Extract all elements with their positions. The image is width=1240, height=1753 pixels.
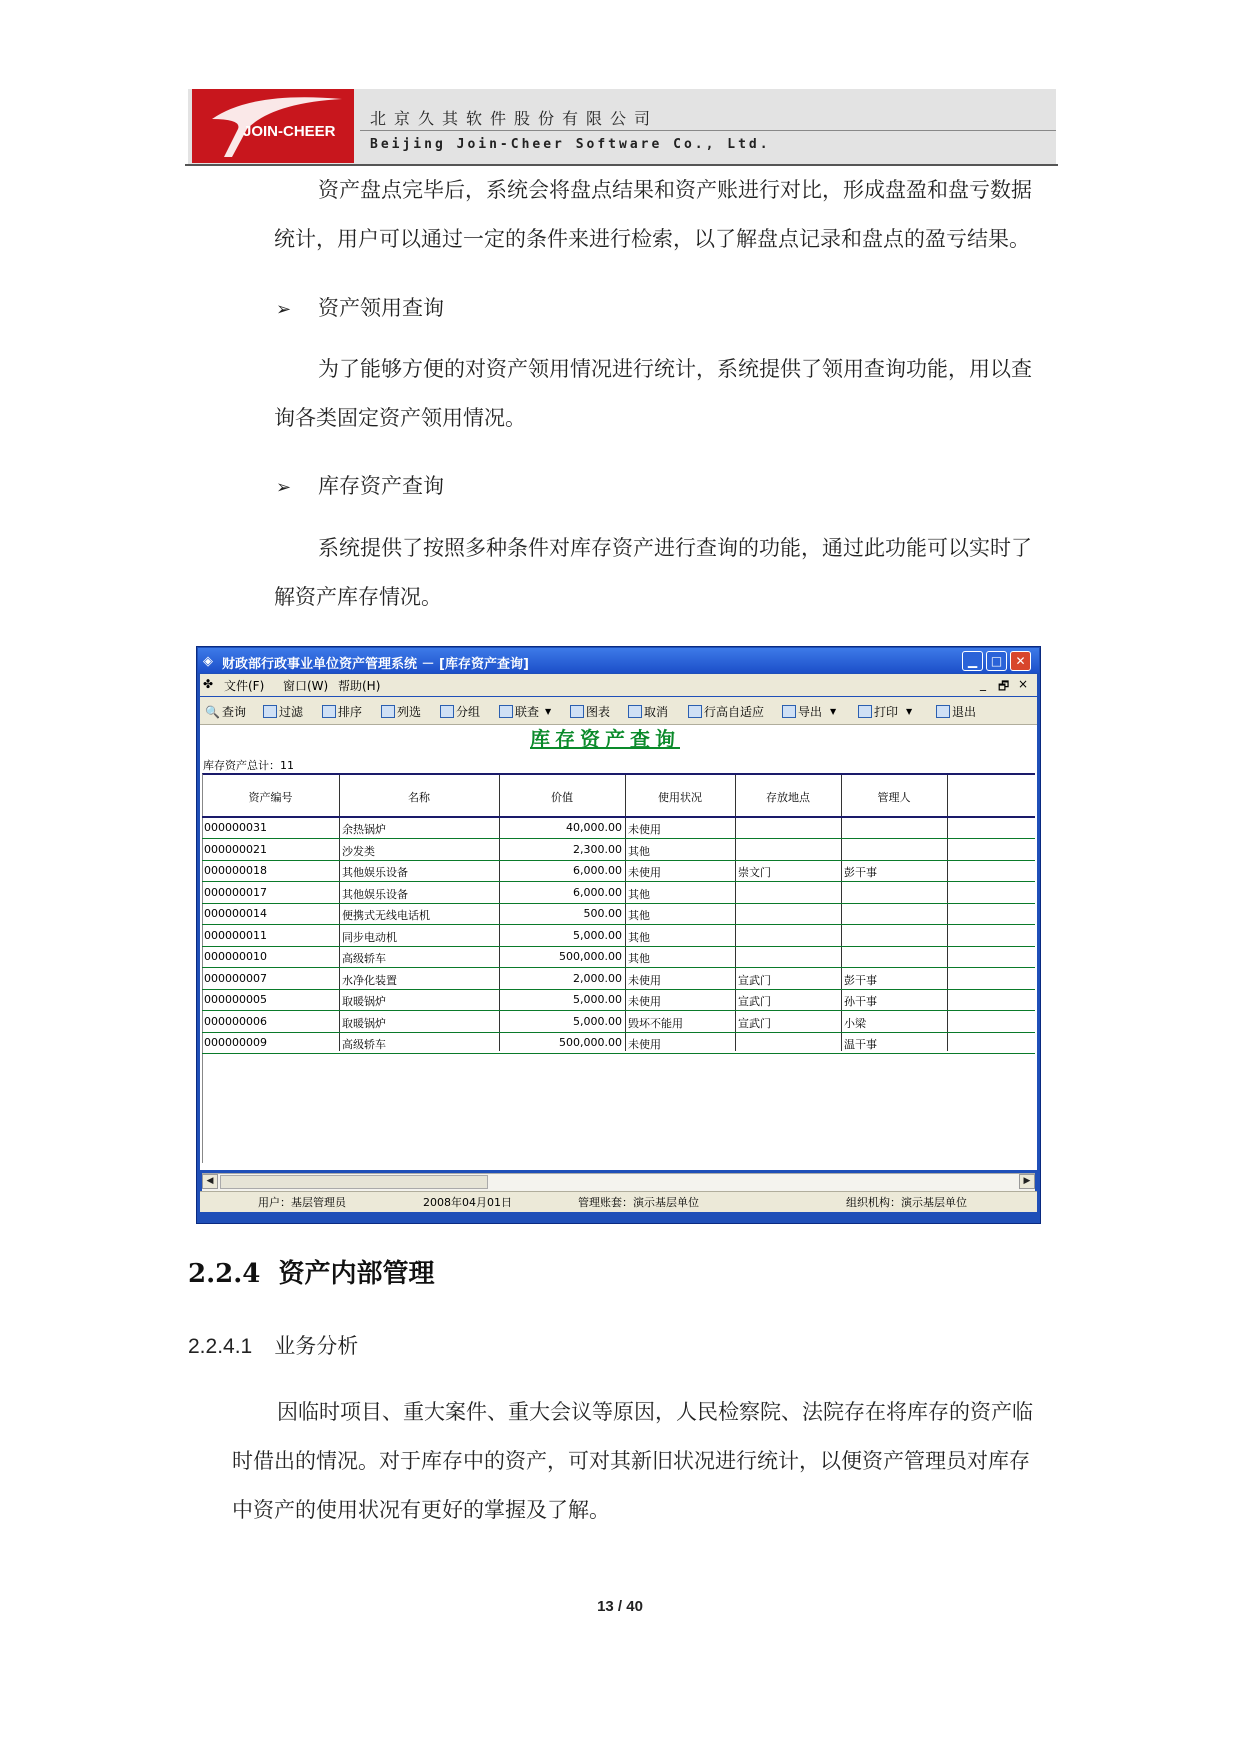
columns-icon: [381, 705, 395, 718]
menu-file[interactable]: 文件(F): [224, 679, 265, 693]
linked-query-icon: [499, 705, 513, 718]
maximize-button[interactable]: □: [986, 651, 1007, 671]
table-row[interactable]: [202, 818, 1035, 839]
table-row[interactable]: [202, 1033, 1035, 1054]
table-cell: 000000014: [204, 907, 267, 920]
scroll-thumb[interactable]: [220, 1175, 488, 1189]
table-cell: 高级轿车: [342, 1038, 386, 1051]
column-header[interactable]: 资产编号: [248, 791, 293, 804]
menu-window[interactable]: 窗口(W): [283, 679, 329, 693]
scroll-right-icon[interactable]: ▶: [1019, 1174, 1035, 1189]
report-title: 库存资产查询: [530, 727, 680, 751]
menu-icon: ✤: [203, 677, 214, 691]
table-cell: 其他: [628, 952, 650, 965]
table-cell: 其他: [628, 887, 650, 901]
table-cell: 000000006: [204, 1014, 267, 1028]
paragraph-text: 中资产的使用状况有更好的掌握及了解。: [232, 1498, 610, 1522]
arrow-bullet-icon: ➢: [276, 477, 292, 498]
table-cell: 500,000.00: [559, 950, 622, 963]
query-button[interactable]: 🔍 查询: [205, 704, 246, 719]
scroll-left-icon[interactable]: ◀: [202, 1174, 218, 1189]
cancel-button[interactable]: 取消: [628, 703, 668, 720]
table-cell: 崇文门: [738, 866, 771, 879]
table-cell: 6,000.00: [573, 885, 622, 899]
table-row[interactable]: [202, 883, 1035, 904]
cancel-icon: [628, 705, 642, 718]
row-height-icon: [688, 705, 702, 718]
table-cell: 000000017: [204, 885, 267, 899]
table-cell: 高级轿车: [342, 952, 386, 965]
table-row[interactable]: [202, 1012, 1035, 1033]
table-row[interactable]: [202, 904, 1035, 925]
table-row[interactable]: [202, 926, 1035, 947]
mdi-minimize-icon[interactable]: _: [980, 677, 986, 691]
app-icon: ◈: [203, 654, 213, 669]
arrow-bullet-icon: ➢: [276, 299, 292, 320]
table-cell: 其他: [628, 844, 650, 858]
table-cell: 取暖锅炉: [342, 1016, 386, 1030]
header-divider: [360, 130, 1056, 131]
table-cell: 40,000.00: [566, 821, 622, 834]
dropdown-arrow-icon: ▼: [830, 707, 837, 716]
paragraph-text: 为了能够方便的对资产领用情况进行统计，系统提供了领用查询功能，用以查: [318, 357, 1032, 381]
status-org: 组织机构：演示基层单位: [846, 1196, 967, 1209]
paragraph-text: 统计，用户可以通过一定的条件来进行检索，以了解盘点记录和盘点的盈亏结果。: [274, 227, 1030, 251]
table-row[interactable]: [202, 947, 1035, 968]
paragraph-text: 询各类固定资产领用情况。: [274, 406, 526, 430]
print-icon: [858, 705, 872, 718]
table-cell: 000000021: [204, 842, 267, 856]
table-cell: 宣武门: [738, 995, 771, 1008]
table-cell: 未使用: [628, 973, 661, 987]
menu-help[interactable]: 帮助(H): [338, 679, 381, 693]
table-row[interactable]: [202, 840, 1035, 861]
filter-icon: [263, 705, 277, 718]
table-cell: 6,000.00: [573, 864, 622, 877]
page-number: 13 / 40: [597, 1598, 643, 1615]
report-summary: 库存资产总计：11: [203, 759, 294, 772]
paragraph-text: 资产盘点完毕后，系统会将盘点结果和资产账进行对比，形成盘盈和盘亏数据: [318, 178, 1032, 202]
filter-button[interactable]: 过滤: [263, 703, 303, 720]
table-row[interactable]: [202, 990, 1035, 1011]
table-cell: 000000031: [204, 821, 267, 834]
table-cell: 未使用: [628, 995, 661, 1008]
status-user: 用户：基层管理员: [258, 1196, 346, 1209]
table-cell: 便携式无线电话机: [342, 909, 430, 922]
sort-button[interactable]: 排序: [322, 703, 362, 720]
chart-icon: [570, 705, 584, 718]
dropdown-arrow-icon: ▼: [545, 707, 552, 716]
table-cell: 其他娱乐设备: [342, 887, 408, 901]
table-row[interactable]: [202, 861, 1035, 882]
company-name-cn: 北京久其软件股份有限公司: [370, 109, 659, 128]
table-cell: 余热锅炉: [342, 823, 386, 836]
subsection-heading: 2.2.4.1 业务分析: [188, 1334, 359, 1358]
group-button[interactable]: 分组: [440, 703, 480, 720]
table-cell: 000000007: [204, 971, 267, 985]
table-cell: 毁坏不能用: [628, 1016, 683, 1030]
table-cell: 500,000.00: [559, 1036, 622, 1049]
query-icon: 🔍: [205, 704, 220, 719]
minimize-button[interactable]: ▁: [962, 651, 983, 671]
bullet-text: 资产领用查询: [318, 296, 444, 320]
bullet-text: 库存资产查询: [318, 474, 444, 498]
dropdown-arrow-icon: ▼: [906, 707, 913, 716]
table-cell: 宣武门: [738, 973, 771, 987]
mdi-close-icon[interactable]: ×: [1018, 677, 1029, 691]
table-cell: 000000018: [204, 864, 267, 877]
table-cell: 同步电动机: [342, 930, 397, 944]
table-cell: 其他: [628, 909, 650, 922]
table-cell: 小梁: [844, 1016, 866, 1030]
paragraph-text: 系统提供了按照多种条件对库存资产进行查询的功能，通过此功能可以实时了: [318, 536, 1032, 560]
bullet-item: [276, 292, 444, 322]
logo-text: JOIN-CHEER: [243, 123, 336, 140]
table-cell: 沙发类: [342, 844, 375, 858]
column-header[interactable]: 价值: [551, 791, 573, 804]
print-button[interactable]: 打印 ▼: [858, 703, 912, 720]
column-header[interactable]: 管理人: [877, 791, 911, 804]
table-cell: 宣武门: [738, 1016, 771, 1030]
linked-query-button[interactable]: 联查 ▼: [499, 703, 551, 720]
column-header[interactable]: 存放地点: [766, 791, 810, 804]
group-icon: [440, 705, 454, 718]
table-cell: 000000009: [204, 1036, 267, 1049]
table-cell: 000000011: [204, 928, 267, 942]
exit-button[interactable]: 退出: [936, 703, 976, 720]
sort-icon: [322, 705, 336, 718]
table-cell: 彭干事: [844, 866, 877, 879]
table-cell: 彭干事: [844, 973, 877, 987]
close-button[interactable]: ✕: [1010, 651, 1031, 671]
table-cell: 5,000.00: [573, 1014, 622, 1028]
table-cell: 000000005: [204, 993, 267, 1006]
section-heading: 2.2.4 资产内部管理: [188, 1259, 435, 1289]
column-select-button[interactable]: 列选: [381, 703, 421, 720]
export-button[interactable]: 导出 ▼: [782, 703, 836, 720]
table-cell: 5,000.00: [573, 928, 622, 942]
table-cell: 000000010: [204, 950, 267, 963]
company-name-en: Beijing Join-Cheer Software Co., Ltd.: [370, 137, 771, 152]
table-cell: 取暖锅炉: [342, 995, 386, 1008]
table-cell: 其他娱乐设备: [342, 866, 408, 879]
table-row[interactable]: [202, 969, 1035, 990]
table-cell: 其他: [628, 930, 650, 944]
table-cell: 水净化装置: [342, 973, 397, 987]
table-cell: 未使用: [628, 1038, 661, 1051]
paragraph-text: 时借出的情况。对于库存中的资产，可对其新旧状况进行统计，以便资产管理员对库存: [232, 1449, 1030, 1473]
table-cell: 未使用: [628, 823, 661, 836]
table-cell: 500.00: [583, 907, 622, 920]
table-cell: 2,000.00: [573, 971, 622, 985]
column-header[interactable]: 名称: [408, 791, 430, 804]
exit-icon: [936, 705, 950, 718]
row-height-button[interactable]: 行高自适应: [688, 703, 764, 720]
mdi-restore-icon[interactable]: 🗗: [998, 679, 1010, 693]
table-cell: 2,300.00: [573, 842, 622, 856]
chart-button[interactable]: 图表: [570, 703, 610, 720]
table-cell: 孙干事: [844, 995, 877, 1008]
bullet-item: [276, 470, 444, 500]
paragraph-text: 解资产库存情况。: [274, 585, 442, 609]
column-header[interactable]: 使用状况: [658, 791, 702, 804]
table-cell: 未使用: [628, 866, 661, 879]
export-icon: [782, 705, 796, 718]
table-cell: 5,000.00: [573, 993, 622, 1006]
table-cell: 温干事: [844, 1038, 877, 1051]
paragraph-text: 因临时项目、重大案件、重大会议等原因，人民检察院、法院存在将库存的资产临: [277, 1400, 1033, 1424]
status-account: 管理账套：演示基层单位: [578, 1196, 699, 1209]
window-title: 财政部行政事业单位资产管理系统 － [库存资产查询]: [222, 657, 529, 672]
status-date: 2008年04月01日: [423, 1196, 512, 1209]
